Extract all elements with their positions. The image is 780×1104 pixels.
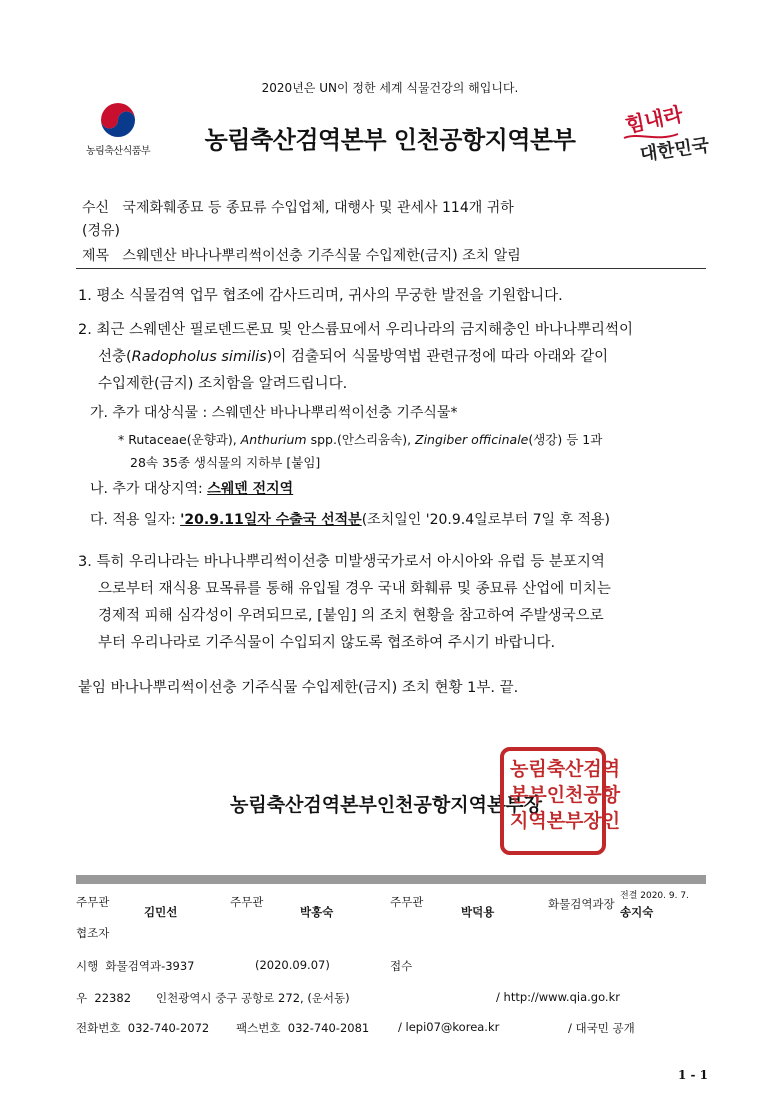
species-name: Radopholus similis bbox=[131, 349, 267, 365]
divider bbox=[76, 268, 706, 269]
fax-line: 팩스번호 032-740-2081 bbox=[236, 1021, 370, 1035]
item-na: 나. 추가 대상지역: 스웨덴 전지역 bbox=[90, 481, 294, 497]
page-number: 1 - 1 bbox=[677, 1068, 708, 1082]
disclosure-status: / 대국민 공개 bbox=[568, 1021, 635, 1035]
paragraph-2-line: 2. 최근 스웨덴산 필로덴드론묘 및 안스륨묘에서 우리나라의 금지해충인 바나나뿌리썩이 bbox=[78, 322, 633, 338]
svg-text:지역본부장인: 지역본부장인 bbox=[510, 810, 621, 832]
svg-text:힘내라: 힘내라 bbox=[623, 101, 685, 138]
note-line: * Rutaceae(운향과), Anthurium spp.(안스리움속), Zingiber officinale(생강) 등 1과 bbox=[118, 432, 603, 447]
paragraph-3-line: 3. 특히 우리나라는 바나나뿌리썩이선충 미발생국가로서 아시아와 유럽 등 분포지역 bbox=[78, 554, 605, 570]
paragraph-3-line: 으로부터 재식용 묘목류를 통해 유입될 경우 국내 화훼류 및 종묘류 산업에 미치는 bbox=[98, 581, 611, 597]
officer3-label: 주무관 bbox=[390, 895, 424, 909]
host-plant-note bbox=[118, 428, 718, 474]
svg-text:대한민국: 대한민국 bbox=[638, 134, 711, 166]
subject-value: 스웨덴산 바나나뿌리썩이선충 기주식물 수입제한(금지) 조치 알림 bbox=[122, 248, 521, 264]
official-seal-stamp bbox=[498, 745, 621, 857]
effective-date: '20.9.11일자 수출국 선적분 bbox=[180, 512, 362, 528]
tel-line: 전화번호 032-740-2072 bbox=[76, 1021, 210, 1035]
officer2-name: 박홍숙 bbox=[300, 905, 334, 919]
note-line: 28속 35종 생식물의 지하부 [붙임] bbox=[130, 455, 321, 470]
paragraph-1: 1. 평소 식물검역 업무 협조에 감사드리며, 귀사의 무궁한 발전을 기원합니다. bbox=[78, 288, 563, 304]
manager-label: 화물검역과장 bbox=[548, 897, 615, 911]
post-line: 우 22382 bbox=[76, 991, 132, 1005]
receipt-label: 접수 bbox=[390, 959, 413, 973]
ministry-name: 농림축산식품부 bbox=[85, 146, 151, 157]
paragraph-2-line: 수입제한(금지) 조치함을 알려드립니다. bbox=[98, 376, 348, 392]
organization-title: 농림축산검역본부 인천공항지역본부 bbox=[204, 126, 576, 154]
homepage-link[interactable]: / http://www.qia.go.kr bbox=[496, 990, 620, 1004]
email-link[interactable]: / lepi07@korea.kr bbox=[398, 1020, 500, 1034]
paragraph-3 bbox=[78, 549, 718, 657]
cooperator-label: 협조자 bbox=[76, 926, 110, 940]
officer1-label: 주무관 bbox=[76, 895, 110, 909]
item-da: 다. 적용 일자: '20.9.11일자 수출국 선적분(조치일인 '20.9.4일로부터 7일 후 적용) bbox=[90, 512, 611, 528]
paragraph-2 bbox=[78, 317, 718, 398]
subject-line bbox=[82, 245, 521, 265]
recipient-value: 국제화훼종묘 등 종묘류 수입업체, 대행사 및 관세사 114개 귀하 bbox=[122, 200, 514, 216]
svg-text:농림축산검역: 농림축산검역 bbox=[510, 758, 621, 780]
footer-bar bbox=[76, 875, 706, 884]
recipient-line bbox=[82, 197, 514, 217]
decision-date: 전결 2020. 9. 7. bbox=[620, 891, 689, 901]
address: 인천광역시 중구 공항로 272, (운서동) bbox=[156, 991, 350, 1005]
subject-label: 제목 bbox=[82, 248, 110, 264]
paragraph-3-line: 부터 우리나라로 기주식물이 수입되지 않도록 협조하여 주시기 바랍니다. bbox=[98, 635, 556, 651]
item-ga: 가. 추가 대상식물 : 스웨덴산 바나나뿌리썩이선충 기주식물* bbox=[90, 405, 458, 421]
officer2-label: 주무관 bbox=[230, 895, 264, 909]
slogan: 2020년은 UN이 정한 세계 식물건강의 해입니다. bbox=[261, 81, 519, 95]
enforce-line: 시행 화물검역과-3937 bbox=[76, 959, 195, 973]
officer3-name: 박덕용 bbox=[461, 905, 495, 919]
target-region: 스웨덴 전지역 bbox=[207, 481, 294, 497]
manager-name: 송지숙 bbox=[620, 905, 654, 919]
recipient-label: 수신 bbox=[82, 200, 110, 216]
sender-name: 농림축산검역본부인천공항지역본부장 bbox=[230, 794, 543, 816]
svg-text:본부인천공항: 본부인천공항 bbox=[510, 784, 621, 806]
attachment-line: 붙임 바나나뿌리썩이선충 기주식물 수입제한(금지) 조치 현황 1부. 끝. bbox=[78, 680, 519, 696]
paragraph-3-line: 경제적 피해 심각성이 우려되므로, [붙임] 의 조치 현황을 참고하여 주발생국으로 bbox=[98, 608, 604, 624]
enforce-date: (2020.09.07) bbox=[255, 958, 330, 972]
brand-mark-logo bbox=[618, 101, 711, 166]
via-line: (경유) bbox=[82, 223, 120, 239]
paragraph-2-line: 선충(Radopholus similis)이 검출되어 식물방역법 관련규정에 따라 아래와 같이 bbox=[98, 349, 609, 365]
officer1-name: 김민선 bbox=[144, 905, 178, 919]
